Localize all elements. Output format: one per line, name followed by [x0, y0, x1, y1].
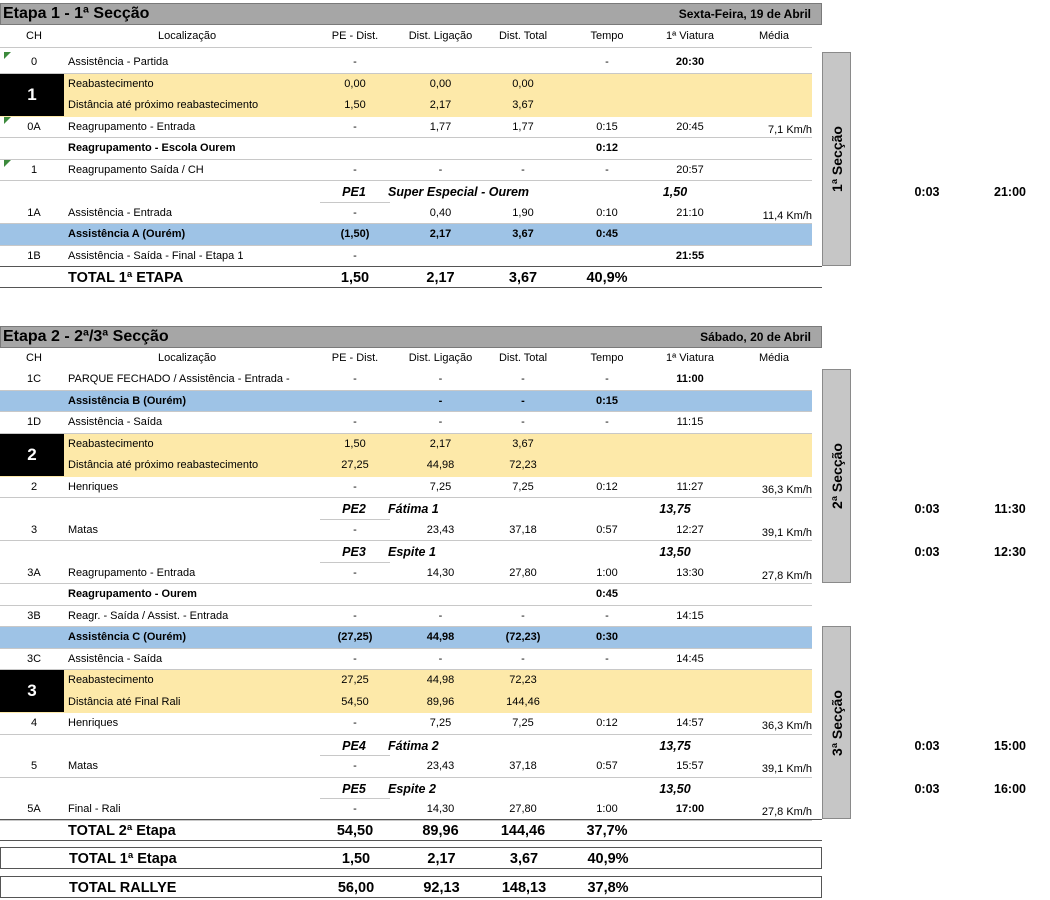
cell-ch: 5A — [27, 803, 41, 815]
cell-lig: 44,98 — [426, 459, 455, 471]
total-tot: 3,67 — [509, 851, 539, 867]
cell-pe: 1,50 — [662, 185, 688, 199]
col-lig: Dist. Ligação — [408, 30, 473, 42]
cell-media: 39,1 Km/h — [761, 763, 812, 775]
table-row — [0, 412, 812, 434]
total-label: TOTAL 1ª Etapa — [69, 851, 177, 867]
stage2-header — [0, 326, 822, 348]
cell-lig: 2,17 — [429, 99, 452, 111]
table-row — [0, 692, 812, 714]
cell-lig: 44,98 — [426, 631, 455, 643]
cell-tempo: 1:00 — [596, 803, 618, 815]
cell-viat: 16:00 — [994, 781, 1026, 796]
section-3-label — [822, 626, 851, 819]
stage1-date: Sexta-Feira, 19 de Abril — [678, 7, 811, 21]
cell-lig: 7,25 — [429, 717, 452, 729]
cell-tot: 37,18 — [509, 760, 537, 772]
comment-marker-icon — [4, 52, 11, 59]
cell-tempo: 0:57 — [596, 760, 618, 772]
cell-pe: (27,25) — [337, 631, 373, 643]
cell-tot: 0,00 — [512, 77, 534, 90]
cell-lig: 23,43 — [426, 760, 455, 772]
cell-pe: - — [353, 249, 357, 262]
table-row — [0, 606, 812, 628]
refuel-number-2: 2 — [0, 434, 64, 476]
cell-loc: Henriques — [68, 480, 119, 493]
table-row — [0, 246, 812, 268]
table-row — [0, 670, 812, 692]
cell-tempo: 0:12 — [595, 142, 619, 154]
cell-loc: Super Especial - Ourem — [388, 185, 530, 199]
cell-loc: Fátima 1 — [388, 502, 439, 516]
cell-viat: 12:27 — [676, 523, 704, 536]
table-row — [0, 799, 812, 821]
cell-viat: 11:00 — [676, 373, 704, 385]
cell-pe: - — [353, 373, 357, 385]
cell-pe: - — [353, 163, 357, 176]
cell-ch: 3C — [26, 652, 42, 665]
table-row — [0, 117, 812, 139]
cell-media: 36,3 Km/h — [761, 483, 812, 496]
total-tot: 144,46 — [500, 823, 546, 839]
summary-total-stage1 — [0, 847, 822, 869]
cell-media: 27,8 Km/h — [761, 806, 812, 818]
cell-tempo: 0:03 — [914, 781, 940, 796]
section-1-label — [822, 52, 851, 266]
cell-loc: Assistência C (Ourém) — [68, 631, 186, 643]
table-row — [0, 563, 812, 585]
col-tempo: Tempo — [590, 30, 624, 42]
total-pe: 1,50 — [341, 851, 371, 867]
cell-loc: Distância até próximo reabastecimento — [68, 99, 259, 111]
total-tot: 148,13 — [501, 880, 547, 896]
cell-tempo: - — [605, 416, 609, 428]
cell-tot: 1,90 — [512, 206, 534, 219]
col-viat: 1ª Viatura — [666, 352, 714, 364]
cell-ch: 0A — [27, 120, 41, 133]
cell-loc: Matas — [68, 760, 98, 772]
cell-viat: 14:15 — [676, 609, 704, 622]
total-pe: 56,00 — [337, 880, 375, 896]
table-row — [0, 52, 812, 74]
cell-loc: Matas — [68, 523, 98, 536]
cell-tot: 3,67 — [512, 437, 534, 450]
cell-lig: 14,30 — [426, 803, 455, 815]
cell-viat: 11:30 — [994, 502, 1026, 516]
cell-media: 11,4 Km/h — [762, 209, 812, 222]
cell-lig: 7,25 — [429, 480, 452, 493]
cell-lig: 2,17 — [429, 437, 452, 450]
total-label: TOTAL 2ª Etapa — [68, 823, 176, 839]
cell-tempo: 0:03 — [914, 738, 940, 753]
cell-tempo: 0:15 — [595, 394, 619, 407]
cell-tempo: 0:45 — [595, 588, 619, 600]
cell-viat: 14:57 — [676, 717, 704, 729]
table-row — [320, 181, 1026, 203]
total-label: TOTAL 1ª ETAPA — [68, 270, 184, 286]
cell-tempo: 0:03 — [914, 502, 940, 516]
cell-loc: Espite 2 — [388, 781, 436, 796]
stage1-total-row — [0, 266, 822, 288]
cell-loc: Henriques — [68, 717, 119, 729]
table-row — [0, 203, 812, 225]
cell-viat: 21:55 — [675, 249, 705, 262]
table-row — [0, 95, 812, 117]
cell-lig: - — [438, 652, 443, 665]
col-media: Média — [759, 30, 789, 42]
stage1-title: Etapa 1 - 1ª Secção — [3, 5, 150, 22]
col-ch: CH — [26, 30, 42, 42]
col-ch: CH — [26, 352, 42, 364]
total-tempo: 40,9% — [587, 851, 629, 867]
cell-pe: - — [353, 566, 357, 579]
table-row — [0, 756, 812, 778]
cell-viat: 11:27 — [676, 480, 704, 493]
table-row — [320, 778, 1026, 800]
cell-tot: - — [521, 394, 525, 407]
table-row — [0, 434, 812, 456]
cell-tempo: 1:00 — [596, 566, 618, 579]
table-row — [0, 74, 812, 96]
cell-loc: Assistência B (Ourém) — [68, 394, 186, 407]
cell-tempo: 0:45 — [595, 228, 619, 240]
table-row — [0, 369, 812, 391]
cell-tot: 37,18 — [509, 523, 537, 536]
cell-viat: 11:15 — [676, 416, 704, 428]
cell-pe: (1,50) — [340, 228, 370, 240]
cell-viat: 21:00 — [994, 185, 1026, 199]
stage1-header — [0, 3, 822, 25]
cell-viat: 13:30 — [676, 566, 704, 579]
cell-tot: - — [521, 652, 525, 665]
cell-viat: 14:45 — [676, 652, 704, 665]
cell-viat: 12:30 — [994, 545, 1026, 559]
col-media: Média — [759, 352, 789, 364]
stage2-date: Sábado, 20 de Abril — [700, 330, 811, 344]
cell-pe: - — [353, 206, 357, 219]
comment-marker-icon — [4, 117, 11, 124]
stage2-title: Etapa 2 - 2ª/3ª Secção — [3, 328, 169, 345]
cell-tot: - — [521, 373, 525, 385]
cell-tempo: 0:15 — [596, 120, 618, 133]
cell-tempo: - — [605, 163, 609, 176]
section-1-text: 1ª Secção — [828, 126, 845, 192]
total-pe: 54,50 — [336, 823, 374, 839]
cell-pe: - — [353, 480, 357, 493]
cell-lig: - — [438, 416, 443, 428]
table-row — [0, 455, 812, 477]
cell-tot: 72,23 — [509, 459, 537, 471]
cell-ch: 1A — [27, 206, 41, 219]
cell-tot: (72,23) — [505, 631, 541, 643]
cell-pe: 54,50 — [341, 695, 369, 708]
cell-tempo: - — [605, 609, 609, 622]
cell-lig: 14,30 — [426, 566, 455, 579]
stage1-column-header — [0, 26, 812, 48]
table-row — [320, 498, 1026, 520]
cell-pe: 13,75 — [659, 738, 691, 753]
cell-tot: 3,67 — [512, 228, 534, 240]
cell-lig: 0,40 — [429, 206, 452, 219]
cell-loc: Assistência - Saída — [68, 652, 163, 665]
cell-tempo: 0:10 — [596, 206, 618, 219]
col-loc: Localização — [158, 30, 217, 42]
col-tot: Dist. Total — [498, 352, 548, 364]
total-lig: 92,13 — [423, 880, 460, 896]
cell-viat: 20:45 — [676, 120, 704, 133]
cell-loc: Reagrupamento - Entrada — [68, 566, 196, 579]
cell-ch: 4 — [30, 717, 38, 729]
section-2-label — [822, 369, 851, 583]
col-lig: Dist. Ligação — [408, 352, 473, 364]
cell-ch: PE1 — [342, 185, 366, 199]
cell-pe: - — [353, 56, 357, 68]
total-lig: 89,96 — [422, 823, 459, 839]
table-row — [0, 627, 812, 649]
col-viat: 1ª Viatura — [666, 30, 714, 42]
cell-ch: 3B — [27, 609, 41, 622]
cell-lig: - — [438, 373, 443, 385]
cell-loc: PARQUE FECHADO / Assistência - Entrada - — [68, 373, 290, 385]
cell-lig: 44,98 — [426, 674, 455, 686]
cell-tempo: 0:03 — [914, 185, 940, 199]
cell-loc: Reagrupamento - Ourem — [68, 588, 197, 600]
table-row — [0, 649, 812, 671]
table-row — [0, 138, 812, 160]
cell-loc: Reabastecimento — [68, 77, 154, 90]
table-row — [0, 224, 812, 246]
refuel-number-3: 3 — [0, 670, 64, 712]
cell-tempo: 0:12 — [596, 480, 618, 493]
cell-viat: 20:57 — [676, 163, 704, 176]
section-2-text: 2ª Secção — [828, 443, 845, 509]
total-tot: 3,67 — [508, 270, 538, 286]
cell-pe: - — [353, 523, 357, 536]
cell-loc: Assistência - Entrada — [68, 206, 172, 219]
cell-pe: - — [353, 652, 357, 665]
cell-tempo: - — [605, 373, 609, 385]
cell-media: 7,1 Km/h — [767, 123, 812, 136]
col-loc: Localização — [158, 352, 217, 364]
cell-loc: Distância até próximo reabastecimento — [68, 459, 259, 471]
cell-media: 36,3 Km/h — [761, 720, 812, 732]
cell-tot: 7,25 — [512, 717, 534, 729]
cell-ch: 3 — [30, 523, 38, 536]
cell-lig: 2,17 — [429, 228, 452, 240]
cell-tot: 144,46 — [506, 695, 540, 708]
cell-tempo: 0:30 — [595, 631, 619, 643]
cell-pe: 27,25 — [341, 674, 369, 686]
cell-ch: 1B — [27, 249, 41, 262]
cell-tot: 3,67 — [512, 99, 534, 111]
table-row — [320, 735, 1026, 757]
cell-ch: 2 — [30, 480, 38, 493]
cell-pe: 13,50 — [659, 545, 691, 559]
stage2-column-header — [0, 348, 812, 370]
cell-pe: - — [353, 416, 357, 428]
cell-lig: 89,96 — [426, 695, 455, 708]
cell-tot: 27,80 — [509, 566, 537, 579]
cell-tot: 7,25 — [512, 480, 534, 493]
cell-pe: 1,50 — [344, 437, 366, 450]
table-row — [0, 477, 812, 499]
table-row — [320, 541, 1026, 563]
cell-loc: Reagrupamento - Escola Ourem — [68, 142, 236, 154]
cell-ch: PE3 — [342, 545, 366, 559]
total-pe: 1,50 — [340, 270, 370, 286]
total-tempo: 37,7% — [586, 823, 628, 839]
cell-media: 27,8 Km/h — [761, 569, 812, 582]
cell-pe: - — [353, 609, 357, 622]
cell-loc: Reagrupamento Saída / CH — [68, 163, 204, 176]
cell-ch: 1D — [26, 416, 42, 428]
cell-pe: - — [353, 760, 357, 772]
cell-pe: 13,75 — [659, 502, 691, 516]
cell-pe: 0,00 — [344, 77, 366, 90]
col-tempo: Tempo — [590, 352, 624, 364]
cell-viat: 21:10 — [676, 206, 704, 219]
total-lig: 2,17 — [427, 851, 456, 867]
cell-lig: - — [438, 394, 443, 407]
cell-loc: Reagr. - Saída / Assist. - Entrada — [68, 609, 229, 622]
cell-viat: 15:57 — [676, 760, 704, 772]
cell-ch: 0 — [30, 56, 38, 68]
cell-tot: 1,77 — [512, 120, 534, 133]
cell-loc: Assistência - Saída - Final - Etapa 1 — [68, 249, 244, 262]
cell-loc: Assistência A (Ourém) — [68, 228, 186, 240]
cell-loc: Reagrupamento - Entrada — [68, 120, 196, 133]
cell-media: 39,1 Km/h — [761, 526, 812, 539]
table-row — [0, 584, 812, 606]
cell-loc: Fátima 2 — [388, 738, 439, 753]
cell-pe: - — [353, 120, 357, 133]
table-row — [0, 713, 812, 735]
cell-tot: - — [521, 163, 525, 176]
cell-viat: 17:00 — [675, 803, 705, 815]
cell-ch: 5 — [30, 760, 38, 772]
cell-loc: Final - Rali — [68, 803, 121, 815]
cell-pe: 1,50 — [344, 99, 366, 111]
cell-lig: - — [438, 163, 443, 176]
col-pe: PE - Dist. — [331, 352, 379, 364]
cell-loc: Reabastecimento — [68, 674, 154, 686]
cell-lig: 1,77 — [429, 120, 452, 133]
cell-ch: PE2 — [342, 502, 366, 516]
cell-tot: 72,23 — [509, 674, 537, 686]
cell-ch: PE4 — [342, 738, 366, 753]
cell-loc: Assistência - Saída — [68, 416, 163, 428]
cell-tot: - — [521, 609, 525, 622]
cell-pe: - — [353, 803, 357, 815]
col-tot: Dist. Total — [498, 30, 548, 42]
comment-marker-icon — [4, 160, 11, 167]
cell-lig: 0,00 — [429, 77, 452, 90]
cell-loc: Distância até Final Rali — [68, 695, 181, 708]
cell-tempo: 0:57 — [596, 523, 618, 536]
total-tempo: 40,9% — [586, 270, 628, 286]
cell-tempo: 0:03 — [914, 545, 940, 559]
cell-ch: 1C — [26, 373, 42, 385]
cell-pe: 27,25 — [341, 459, 369, 471]
stage2-total-row — [0, 819, 822, 841]
cell-lig: - — [438, 609, 443, 622]
cell-ch: 1 — [30, 163, 38, 176]
section-3-text: 3ª Secção — [828, 689, 845, 756]
total-lig: 2,17 — [426, 270, 455, 286]
cell-pe: - — [353, 717, 357, 729]
col-pe: PE - Dist. — [331, 30, 379, 42]
cell-tot: 27,80 — [509, 803, 537, 815]
cell-ch: PE5 — [342, 781, 366, 796]
cell-viat: 15:00 — [994, 738, 1026, 753]
cell-ch: 3A — [27, 566, 41, 579]
cell-tempo: 0:12 — [596, 717, 618, 729]
total-label: TOTAL RALLYE — [69, 880, 177, 896]
cell-tot: - — [521, 416, 525, 428]
cell-tempo: - — [605, 56, 609, 68]
cell-loc: Espite 1 — [388, 545, 436, 559]
cell-tempo: - — [605, 652, 609, 665]
table-row — [0, 391, 812, 413]
table-row — [0, 160, 812, 182]
cell-loc: Reabastecimento — [68, 437, 154, 450]
refuel-number-1: 1 — [0, 74, 64, 116]
total-tempo: 37,8% — [587, 880, 629, 896]
summary-total-rallye — [0, 876, 822, 898]
cell-viat: 20:30 — [675, 56, 705, 68]
cell-pe: 13,50 — [659, 781, 691, 796]
table-row — [0, 520, 812, 542]
cell-loc: Assistência - Partida — [68, 56, 169, 68]
cell-lig: 23,43 — [426, 523, 455, 536]
